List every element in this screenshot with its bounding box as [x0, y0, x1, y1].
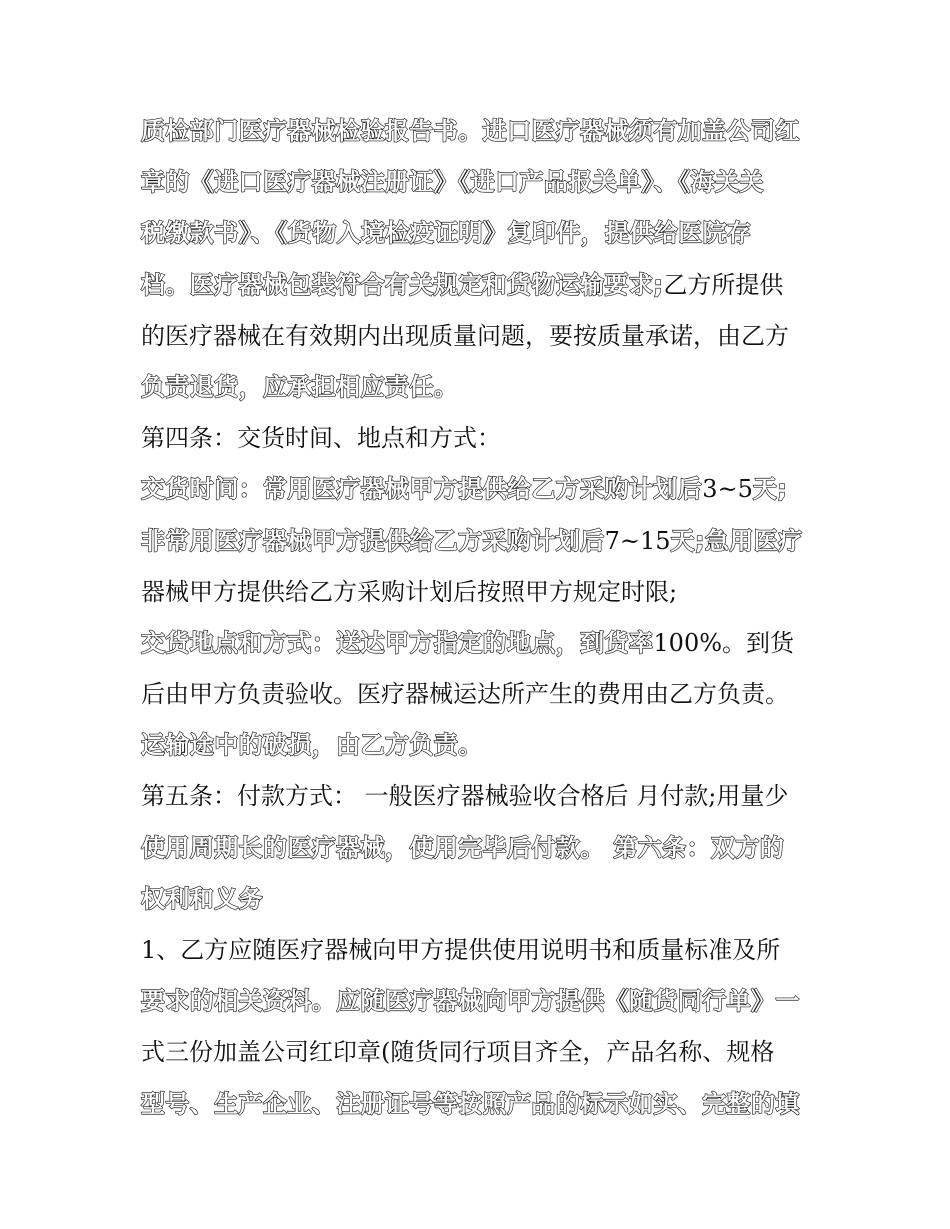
text-line [141, 925, 813, 976]
text-segment: 1、乙方应随医疗器械向甲方提供使用说明书和质量标准及所 [141, 936, 781, 964]
text-line [141, 720, 813, 771]
text-segment: 第五条：付款方式： 一般医疗器械验收合格后 月付款;用量少 [141, 782, 789, 811]
text-line [141, 669, 813, 720]
text-line [141, 362, 813, 413]
outlined-text-segment: 型号、生产企业、注册证号等按照产品的标示如实、完整的填 [141, 1089, 800, 1118]
text-line [141, 464, 813, 515]
text-line [141, 157, 813, 208]
outlined-text-segment: 交货时间：常用医疗器械甲方提供给乙方采购计划后 [141, 475, 703, 504]
text-line [141, 516, 813, 567]
outlined-text-segment: 要求的相关资料。应随医疗器械向甲方提供《随货同行单》一 [141, 987, 800, 1016]
text-segment: 的医疗器械在有效期内出现质量问题，要按质量承诺，由乙方 [141, 321, 789, 350]
outlined-text-segment: 交货地点和方式：送达甲方指定的地点，到货率 [141, 628, 654, 657]
text-segment: 式三份加盖公司红印章(随货同行项目齐全，产品名称、规格 [141, 1038, 775, 1067]
text-line [141, 874, 813, 925]
text-line [141, 771, 813, 822]
text-line [141, 1079, 813, 1130]
text-line [141, 106, 813, 157]
outlined-text-segment: 天; [752, 475, 788, 504]
text-line [141, 567, 813, 618]
outlined-text-segment: 章的《进口医疗器械注册证》《进口产品报关单》、《海关关 [141, 168, 764, 197]
text-line [141, 208, 813, 259]
outlined-text-segment: 天;急用医疗 [670, 526, 803, 555]
outlined-text-segment: 质检部门医疗器械检验报告书。进口医疗器械须有加盖公司红 [141, 117, 800, 145]
text-line [141, 260, 813, 311]
outlined-text-segment: 权利和义务 [141, 884, 263, 913]
outlined-text-segment: 使用周期长的医疗器械，使用完毕后付款。 第六条：双方的 [141, 833, 785, 862]
outlined-text-segment: 负责退货，应承担相应责任。 [141, 372, 459, 401]
text-segment: 器械甲方提供给乙方采购计划后按照甲方规定时限; [141, 577, 678, 606]
text-line [141, 413, 813, 464]
document-body [141, 106, 813, 1130]
text-segment: 100%。到货 [653, 628, 795, 657]
text-segment: 7~15 [604, 526, 671, 555]
text-segment: 3~5 [702, 475, 753, 504]
text-line [141, 823, 813, 874]
text-line [141, 1027, 813, 1078]
text-line [141, 618, 813, 669]
text-line [141, 311, 813, 362]
outlined-text-segment: 运输途中的破损，由乙方负责。 [141, 731, 483, 760]
outlined-text-segment: 非常用医疗器械甲方提供给乙方采购计划后 [141, 526, 605, 555]
outlined-text-segment: 档。医疗器械包装符合有关规定和货物运输要求; [141, 270, 664, 299]
text-segment: 后由甲方负责验收。医疗器械运达所产生的费用由乙方负责。 [141, 680, 789, 709]
outlined-text-segment: 税缴款书》、《货物入境检疫证明》复印件，提供给医院存 [141, 219, 752, 248]
text-segment: 第四条：交货时间、地点和方式： [141, 424, 501, 453]
text-segment: 乙方所提供 [663, 270, 784, 299]
text-line [141, 976, 813, 1027]
